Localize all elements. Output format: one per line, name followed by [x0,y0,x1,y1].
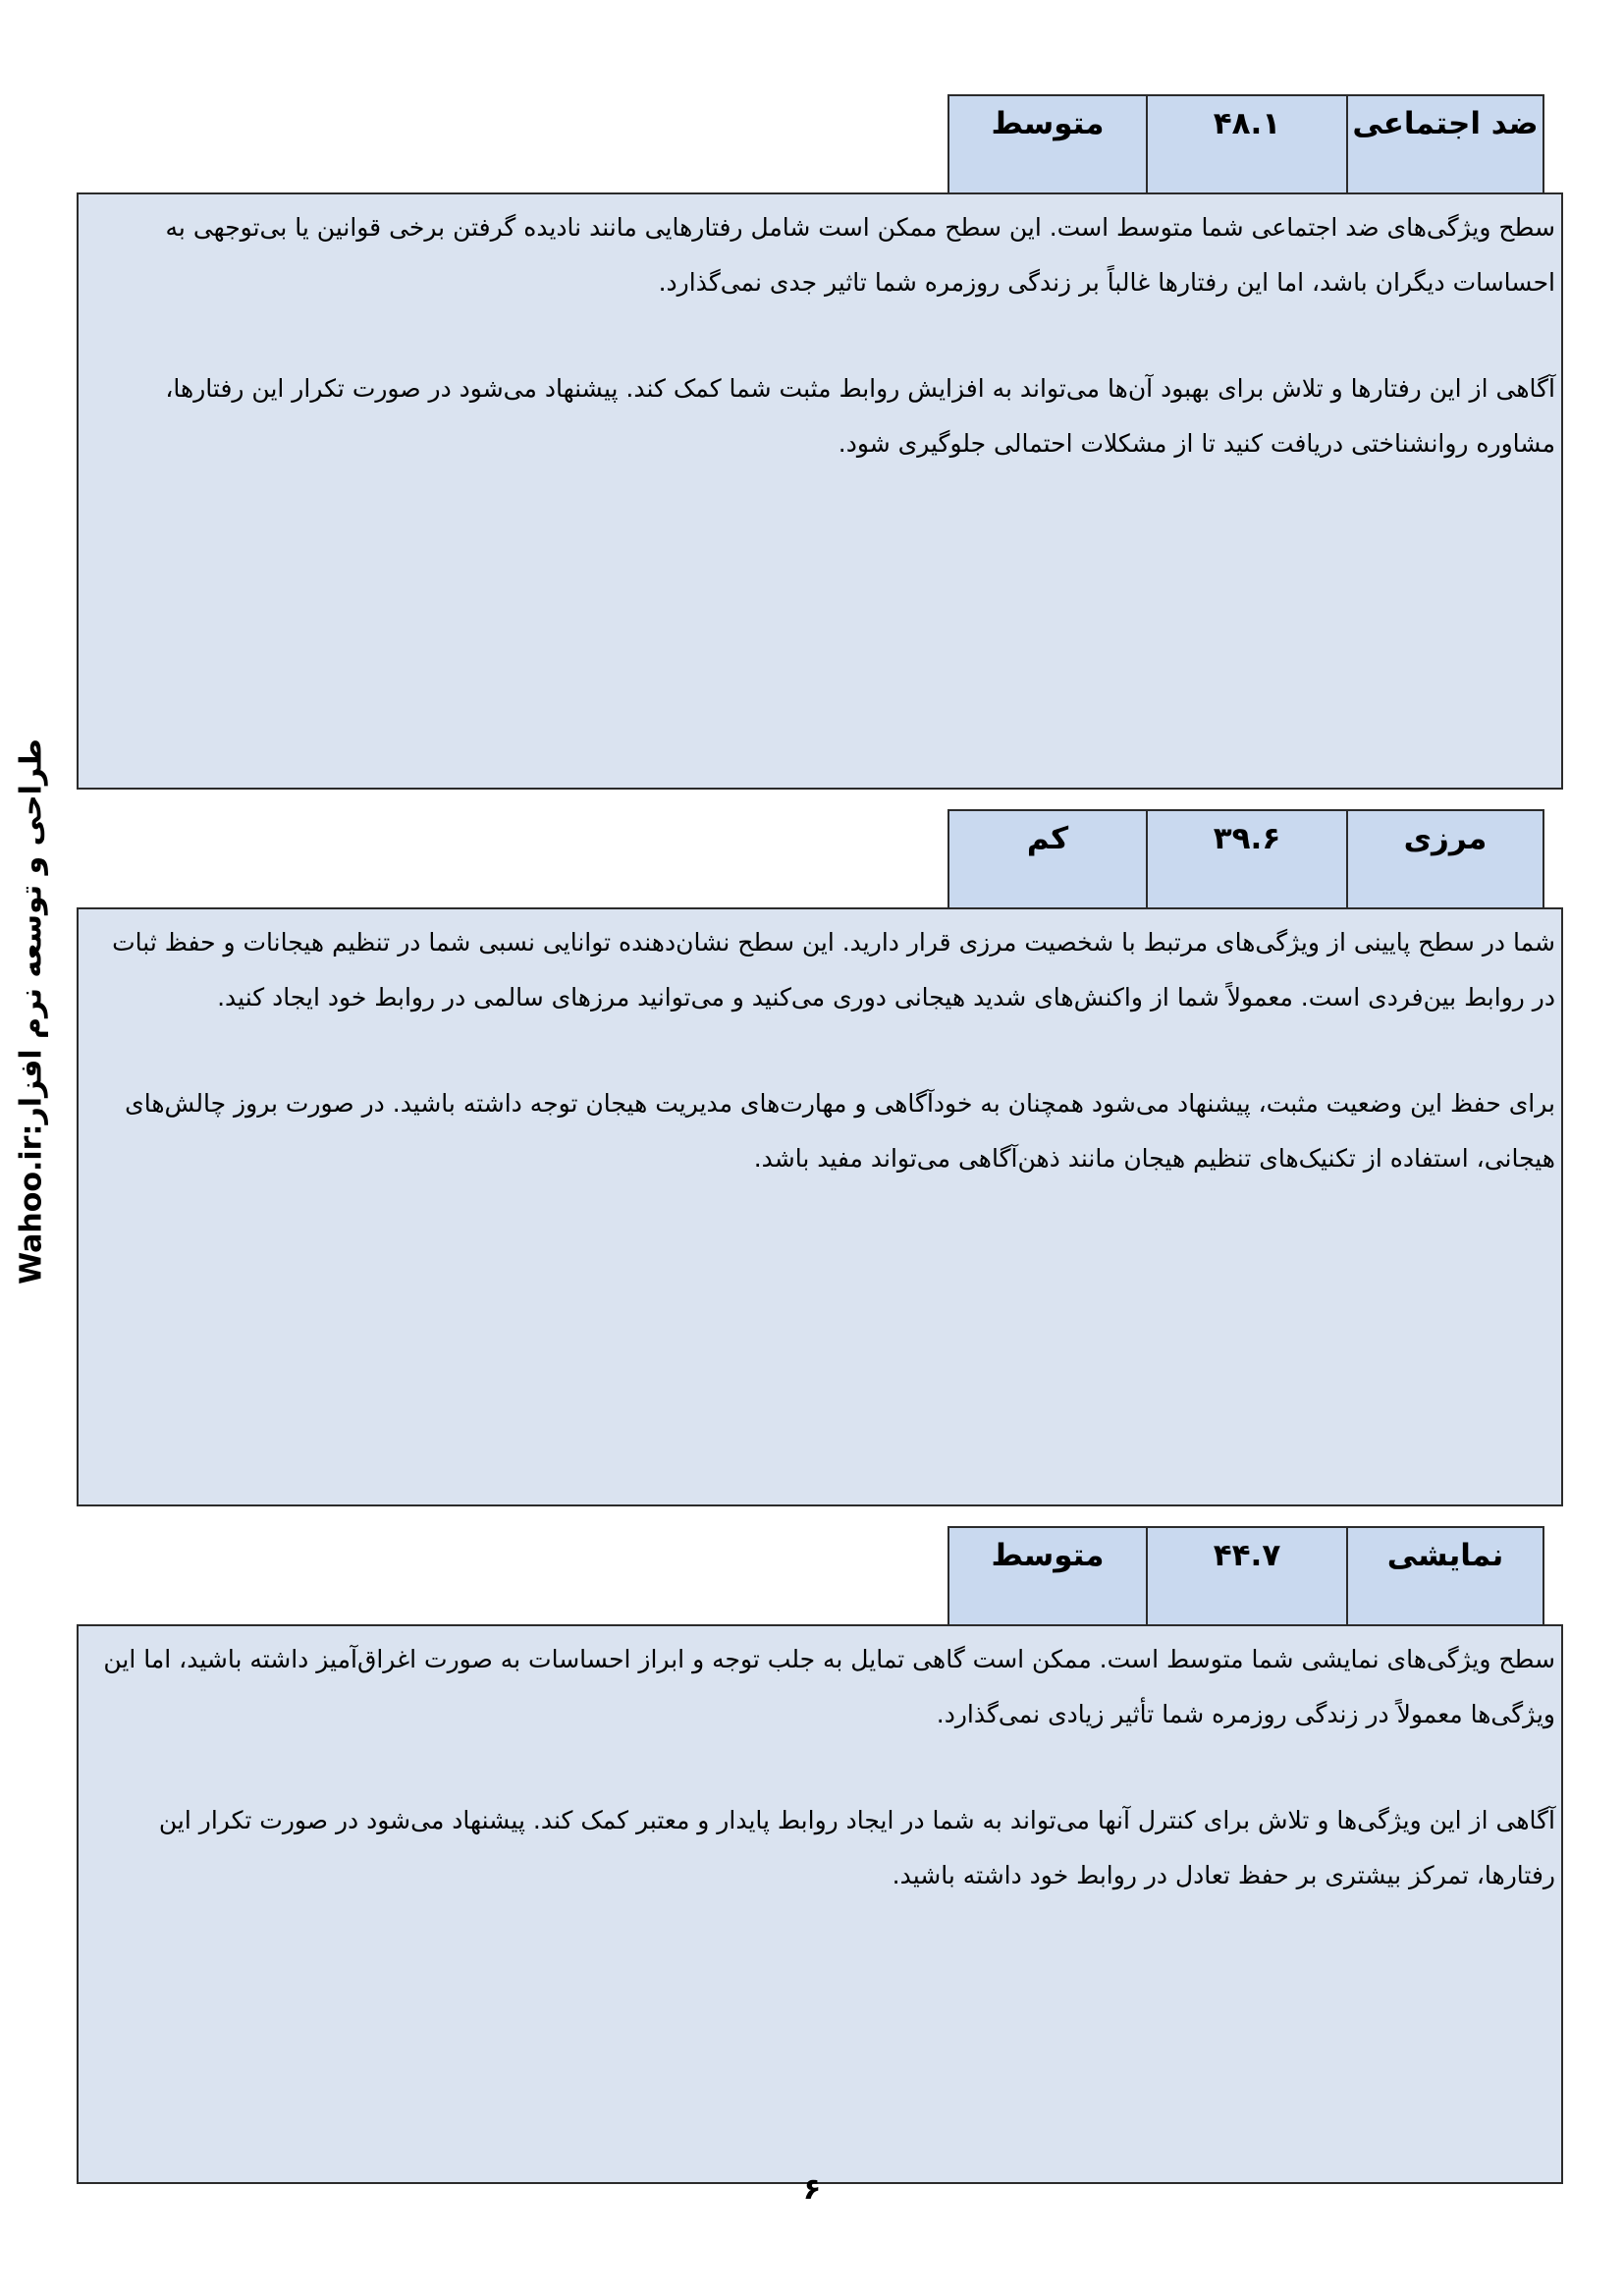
section-header-antisocial [947,94,1544,194]
side-credit-site: Wahoo.ir [14,1135,49,1285]
section-description-antisocial [77,192,1563,790]
trait-name-cell: نمایشی [1346,1526,1544,1626]
score-cell: ۳۹.۶ [1148,809,1346,909]
level-cell: متوسط [947,1526,1148,1626]
description-paragraph: آگاهی از این ویژگی‌ها و تلاش برای کنترل آنها می‌تواند به شما در ایجاد روابط پایدار و معتبر کمک کند. پیشنهاد می‌شود در صورت تکرار این رفتارها، تمرکز بیشتری بر حفظ تعادل در روابط خود داشته باشید. [158,1806,1555,1889]
side-credit-label: طراحی و توسعه نرم افزار: [14,738,49,1136]
description-paragraph: سطح ویژگی‌های ضد اجتماعی شما متوسط است. این سطح ممکن است شامل رفتارهایی مانند نادیده گرفتن برخی قوانین یا بی‌توجهی به احساسات دیگران باشد، اما این رفتارها غالباً بر زندگی روزمره شما تاثیر جدی نمی‌گذارد. [165,213,1555,297]
side-credit [0,0,63,2296]
section-description-histrionic [77,1624,1563,2184]
score-cell: ۴۸.۱ [1148,94,1346,194]
description-paragraph: شما در سطح پایینی از ویژگی‌های مرتبط با شخصیت مرزی قرار دارید. این سطح نشان‌دهنده توانایی نسبی شما در تنظیم هیجانات و حفظ ثبات در روابط بین‌فردی است. معمولاً شما از واکنش‌های شدید هیجانی دوری می‌کنید و می‌توانید مرزهای سالمی در روابط خود ایجاد کنید. [112,928,1555,1011]
score-cell: ۴۴.۷ [1148,1526,1346,1626]
page-number: ۶ [802,2172,822,2207]
description-paragraph: آگاهی از این رفتارها و تلاش برای بهبود آن‌ها می‌تواند به افزایش روابط مثبت شما کمک کند. پیشنهاد می‌شود در صورت تکرار این رفتارها، مشاوره روانشناختی دریافت کنید تا از مشکلات احتمالی جلوگیری شود. [165,374,1555,458]
description-paragraph: برای حفظ این وضعیت مثبت، پیشنهاد می‌شود همچنان به خودآگاهی و مهارت‌های مدیریت هیجان توجه داشته باشید. در صورت بروز چالش‌های هیجانی، استفاده از تکنیک‌های تنظیم هیجان مانند ذهن‌آگاهی می‌تواند مفید باشد. [125,1089,1555,1173]
section-header-borderline [947,809,1544,909]
trait-name-cell: ضد اجتماعی [1346,94,1544,194]
level-cell: متوسط [947,94,1148,194]
level-cell: کم [947,809,1148,909]
section-header-histrionic [947,1526,1544,1626]
description-paragraph: سطح ویژگی‌های نمایشی شما متوسط است. ممکن است گاهی تمایل به جلب توجه و ابراز احساسات به صورت اغراق‌آمیز داشته باشید، اما این ویژگی‌ها معمولاً در زندگی روزمره شما تأثیر زیادی نمی‌گذارد. [103,1645,1555,1728]
side-credit-text [15,738,49,1324]
trait-name-cell: مرزی [1346,809,1544,909]
section-description-borderline [77,907,1563,1506]
